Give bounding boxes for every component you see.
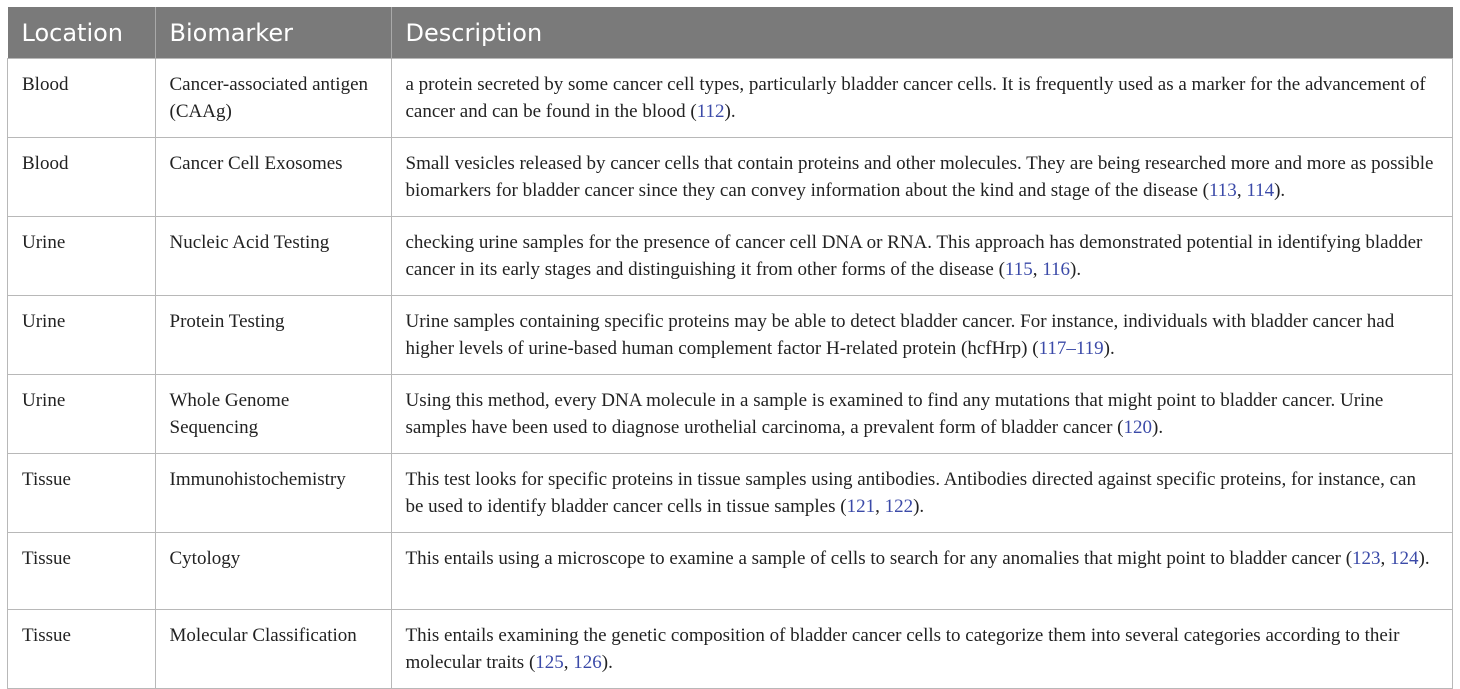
cell-location: Tissue xyxy=(8,454,156,533)
table-row xyxy=(8,138,1453,217)
reference-link[interactable]: 122 xyxy=(884,496,914,517)
description-text: This entails examining the genetic composition of bladder cancer cells to categorize them into several categories according to their molecular traits ( xyxy=(405,625,1400,673)
reference-link[interactable]: 125 xyxy=(535,652,564,673)
table-row xyxy=(8,533,1453,610)
description-text: This entails using a microscope to examine a sample of cells to search for any anomalies that might point to bladder cancer ( xyxy=(405,548,1353,569)
reference-link[interactable]: 124 xyxy=(1390,548,1419,569)
table-row xyxy=(8,375,1453,454)
header-biomarker: Biomarker xyxy=(155,7,391,59)
table-row xyxy=(8,610,1453,689)
reference-separator: , xyxy=(1380,548,1391,569)
description-end: ). xyxy=(1274,180,1286,201)
description-end: ). xyxy=(1070,259,1082,280)
description-end: ). xyxy=(724,101,736,122)
cell-description xyxy=(391,454,1453,533)
description-end: ). xyxy=(1418,548,1430,569)
reference-separator: , xyxy=(1236,180,1247,201)
cell-biomarker: Cytology xyxy=(155,533,391,610)
cell-location: Blood xyxy=(8,138,156,217)
reference-link[interactable]: 121 xyxy=(846,496,876,517)
reference-link[interactable]: 126 xyxy=(573,652,602,673)
reference-separator: , xyxy=(875,496,885,517)
cell-biomarker: Nucleic Acid Testing xyxy=(155,217,391,296)
description-text: a protein secreted by some cancer cell types, particularly bladder cancer cells. It is frequently used as a marker for the advancement of cancer and can be found in the blood ( xyxy=(405,74,1426,122)
cell-location: Blood xyxy=(8,59,156,138)
cell-biomarker: Cancer Cell Exosomes xyxy=(155,138,391,217)
description-end: ). xyxy=(913,496,925,517)
description-text: Urine samples containing specific proteins may be able to detect bladder cancer. For instance, individuals with bladder cancer had higher levels of urine-based human complement factor H-related protein (hcfHrp) ( xyxy=(405,311,1395,359)
biomarker-table xyxy=(7,7,1453,689)
cell-description xyxy=(391,610,1453,689)
reference-separator: , xyxy=(1032,259,1043,280)
table-header xyxy=(8,7,1453,59)
cell-biomarker: Cancer-associated antigen (CAAg) xyxy=(155,59,391,138)
header-description: Description xyxy=(391,7,1453,59)
table-body xyxy=(8,59,1453,689)
cell-description xyxy=(391,59,1453,138)
cell-biomarker: Molecular Classification xyxy=(155,610,391,689)
cell-description xyxy=(391,533,1453,610)
description-end: ). xyxy=(1152,417,1164,438)
reference-link[interactable]: 123 xyxy=(1352,548,1381,569)
reference-link[interactable]: 120 xyxy=(1123,417,1153,438)
reference-separator: , xyxy=(563,652,574,673)
table-row xyxy=(8,217,1453,296)
cell-biomarker: Protein Testing xyxy=(155,296,391,375)
table-row xyxy=(8,59,1453,138)
cell-location: Tissue xyxy=(8,533,156,610)
reference-link[interactable]: 114 xyxy=(1246,180,1275,201)
description-text: This test looks for specific proteins in tissue samples using antibodies. Antibodies directed against specific proteins, for instance, can be used to identify bladder cancer cells in tissue samples ( xyxy=(405,469,1416,517)
cell-location: Urine xyxy=(8,296,156,375)
cell-biomarker: Immunohistochemistry xyxy=(155,454,391,533)
table-row xyxy=(8,296,1453,375)
description-end: ). xyxy=(1103,338,1115,359)
header-row xyxy=(8,7,1453,59)
cell-description xyxy=(391,296,1453,375)
reference-link[interactable]: 113 xyxy=(1209,180,1237,201)
biomarker-table-container xyxy=(7,7,1453,689)
cell-description xyxy=(391,138,1453,217)
description-text: Small vesicles released by cancer cells that contain proteins and other molecules. They are being researched more and more as possible biomarkers for bladder cancer since they can convey information about the kind and stage of the disease ( xyxy=(405,153,1434,201)
cell-biomarker: Whole Genome Sequencing xyxy=(155,375,391,454)
description-text: Using this method, every DNA molecule in a sample is examined to find any mutations that might point to bladder cancer. Urine samples have been used to diagnose urothelial carcinoma, a prevalent form of bladder cancer ( xyxy=(405,390,1384,438)
table-row xyxy=(8,454,1453,533)
cell-location: Tissue xyxy=(8,610,156,689)
reference-link[interactable]: 116 xyxy=(1042,259,1070,280)
description-end: ). xyxy=(601,652,613,673)
reference-link[interactable]: 117–119 xyxy=(1038,338,1104,359)
reference-link[interactable]: 115 xyxy=(1004,259,1033,280)
cell-description xyxy=(391,217,1453,296)
header-location: Location xyxy=(8,7,156,59)
cell-description xyxy=(391,375,1453,454)
reference-link[interactable]: 112 xyxy=(696,101,725,122)
cell-location: Urine xyxy=(8,375,156,454)
description-text: checking urine samples for the presence of cancer cell DNA or RNA. This approach has demonstrated potential in identifying bladder cancer in its early stages and distinguishing it from other forms of the disease ( xyxy=(405,232,1423,280)
cell-location: Urine xyxy=(8,217,156,296)
